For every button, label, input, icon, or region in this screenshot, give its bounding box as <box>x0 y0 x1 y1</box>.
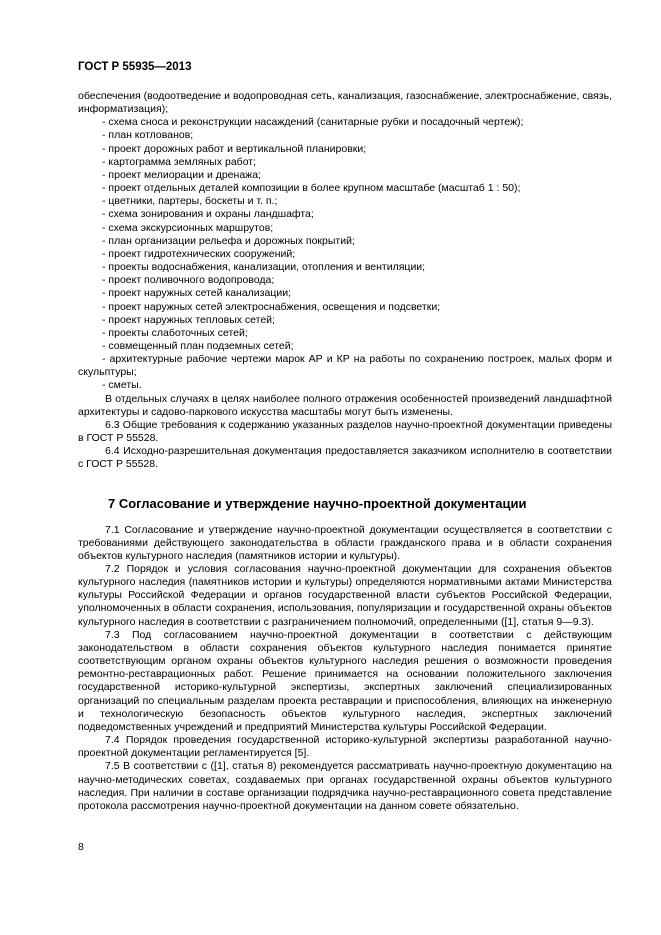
list-item: - проект гидротехнических сооружений; <box>102 247 296 260</box>
list-item: - схема сноса и реконструкции насаждений (санитарные рубки и посадочный чертеж); <box>102 116 524 129</box>
list-item: - проекты слаботочных сетей; <box>102 326 248 339</box>
list-item: - цветники, партеры, боскеты и т. п.; <box>102 195 278 208</box>
list-item: - план организации рельефа и дорожных покрытий; <box>102 234 355 247</box>
list-item: - совмещенный план подземных сетей; <box>102 339 294 352</box>
list-item: - проект наружных сетей канализации; <box>102 287 291 300</box>
paragraph-7-1: 7.1 Согласование и утверждение научно-проектной документации осуществляется в соответствии с требованиями действующего законодательства в области гражданского права и в области сохранения объектов культурного наследия (памятников истории и культуры). <box>78 523 612 562</box>
scale-note-paragraph: В отдельных случаях в целях наиболее полного отражения особенностей произведений ландшафтной архитектуры и садово-паркового искусства масштабы могут быть изменены. <box>78 392 612 418</box>
list-item: - схема зонирования и охраны ландшафта; <box>102 208 314 221</box>
paragraph-7-4: 7.4 Порядок проведения государственной историко-культурной экспертизы разработанной научно-проектной документации регламентируется [5]. <box>78 734 612 760</box>
list-item: - сметы. <box>102 379 142 392</box>
paragraph-7-3: 7.3 Под согласованием научно-проектной документации в соответствии с действующим законодательством в области сохранения объектов культурного наследия понимается принятие соответствующим органом охраны объектов культурного наследия решения о возможности проведения ремонтно-реставрационных работ. Решение принимается на основании положительного заключения государственной историко-культурной экспертизы, экспертных заключений специализированных организаций по специальным разделам проекта реставрации и приспособления, влияющих на инженерную и технологическую безопасность объектов культурного наследия, экспертных заключений подведомственных учреждений и предприятий Министерства культуры Российской Федерации. <box>78 628 612 733</box>
list-item: - проект дорожных работ и вертикальной планировки; <box>102 142 367 155</box>
page-number: 8 <box>78 841 84 853</box>
list-item: - проект наружных тепловых сетей; <box>102 313 275 326</box>
paragraph-6-4: 6.4 Исходно-разрешительная документация предоставляется заказчиком исполнителю в соответствии с ГОСТ Р 55528. <box>78 445 612 471</box>
continuation-paragraph: обеспечения (водоотведение и водопроводная сеть, канализация, газоснабжение, электроснабжение, связь, информатизация); <box>78 90 612 116</box>
documentation-list <box>78 116 612 392</box>
section-7-heading: 7 Согласование и утверждение научно-проектной документации <box>108 495 527 511</box>
list-item: - проект наружных сетей электроснабжения, освещения и подсветки; <box>102 300 441 313</box>
list-item: - проект отдельных деталей композиции в более крупном масштабе (масштаб 1 : 50); <box>102 182 521 195</box>
list-item: - архитектурные рабочие чертежи марок АР и КР на работы по сохранению построек, малых форм и скульптуры; <box>78 353 612 379</box>
page-content <box>78 90 612 813</box>
paragraph-6-3: 6.3 Общие требования к содержанию указанных разделов научно-проектной документации приведены в ГОСТ Р 55528. <box>78 418 612 445</box>
list-item: - проекты водоснабжения, канализации, отопления и вентиляции; <box>102 261 426 274</box>
list-item: - схема экскурсионных маршрутов; <box>102 221 274 234</box>
document-code: ГОСТ Р 55935—2013 <box>78 61 192 73</box>
list-item: - проект мелиорации и дренажа; <box>102 168 261 181</box>
list-item: - проект поливочного водопровода; <box>102 274 275 287</box>
paragraph-7-2: 7.2 Порядок и условия согласования научно-проектной документации для сохранения объектов культурного наследия (памятников истории и культуры) определяются нормативными актами Министерства культуры Российской Федерации и органов государственной власти субъектов Российской Федерации, уполномоченных в области сохранения, использования, популяризации и государственной охраны объектов культурного наследия в соответствии с разграничением полномочий, определенными ([1], статья 9—9.3). <box>78 563 612 628</box>
list-item: - картограмма земляных работ; <box>102 155 257 168</box>
paragraph-7-5: 7.5 В соответствии с ([1], статья 8) рекомендуется рассматривать научно-проектную документацию на научно-методических советах, создаваемых при органах государственной охраны объектов культурного наследия. При наличии в составе организации подрядчика научно-реставрационного совета представление протокола рассмотрения научно-проектной документации на данном совете обязательно. <box>78 760 612 812</box>
list-item: - план котлованов; <box>102 129 194 142</box>
